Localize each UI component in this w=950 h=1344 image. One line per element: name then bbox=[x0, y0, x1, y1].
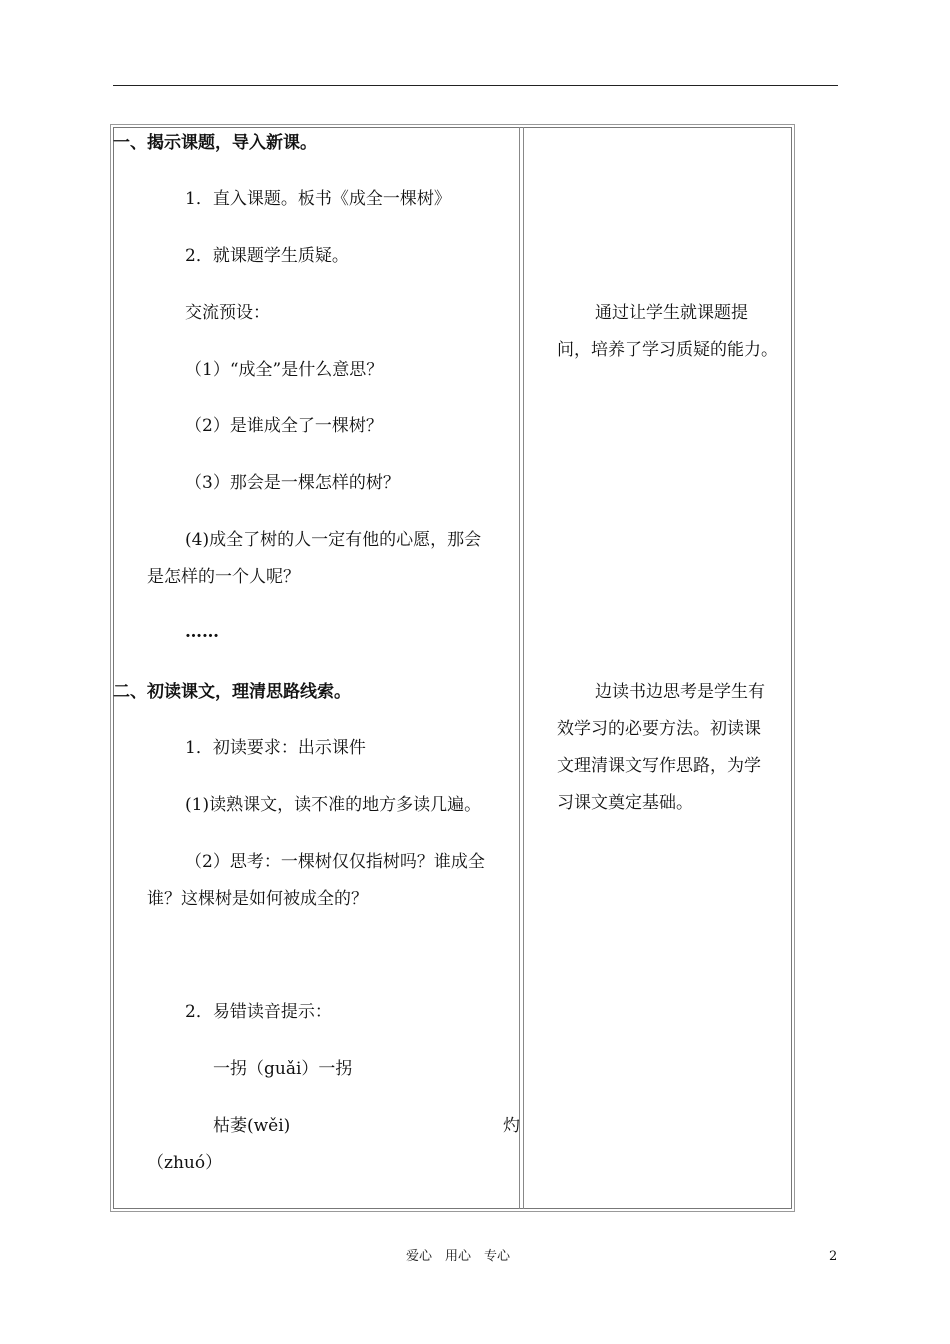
read-requirement-1: (1)读熟课文，读不准的地方多读几遍。 bbox=[185, 795, 482, 815]
pronunciation-2: 枯萎(wěi) bbox=[213, 1116, 291, 1136]
pronunciation-3-pinyin: （zhuó） bbox=[147, 1153, 223, 1173]
note2-line1: 边读书边思考是学生有 bbox=[595, 682, 765, 702]
header-rule bbox=[113, 85, 838, 86]
pronunciation-1: 一拐（guǎi）一拐 bbox=[213, 1059, 353, 1079]
question-3: （3）那会是一棵怎样的树？ bbox=[185, 473, 400, 493]
note2-line3: 文理清课文写作思路，为学 bbox=[557, 756, 761, 776]
item2-text: 2．就课题学生质疑。 bbox=[185, 246, 349, 266]
section1-heading: 一、揭示课题，导入新课。 bbox=[113, 133, 317, 153]
read-requirement: 1．初读要求：出示课件 bbox=[185, 738, 366, 758]
note2-line4: 习课文奠定基础。 bbox=[557, 793, 693, 813]
section2-heading: 二、初读课文，理清思路线索。 bbox=[113, 682, 351, 702]
pronunciation-3-char: 灼 bbox=[503, 1116, 520, 1136]
page-number: 2 bbox=[829, 1249, 838, 1264]
footer-motto: 爱心 用心 专心 bbox=[406, 1249, 511, 1264]
note2-line2: 效学习的必要方法。初读课 bbox=[557, 719, 761, 739]
note1-line2: 问，培养了学习质疑的能力。 bbox=[557, 340, 778, 360]
note1-line1: 通过让学生就课题提 bbox=[595, 303, 748, 323]
question-2: （2）是谁成全了一棵树？ bbox=[185, 416, 383, 436]
read-requirement-2-line1: （2）思考：一棵树仅仅指树吗？谁成全 bbox=[185, 852, 485, 872]
column-divider bbox=[519, 127, 520, 1209]
question-4-line1: (4)成全了树的人一定有他的心愿，那会 bbox=[185, 530, 482, 550]
lesson-table bbox=[113, 127, 792, 1209]
question-4-line2: 是怎样的一个人呢？ bbox=[147, 567, 300, 587]
item1-text: 1．直入课题。板书《成全一棵树》 bbox=[185, 189, 451, 209]
question-1: （1）“成全”是什么意思？ bbox=[185, 360, 384, 380]
discussion-label: 交流预设： bbox=[185, 303, 270, 323]
pronunciation-tip: 2．易错读音提示： bbox=[185, 1002, 332, 1022]
column-divider-inner bbox=[523, 127, 524, 1209]
read-requirement-2-line2: 谁？这棵树是如何被成全的？ bbox=[147, 889, 368, 909]
ellipsis: …… bbox=[185, 622, 219, 642]
